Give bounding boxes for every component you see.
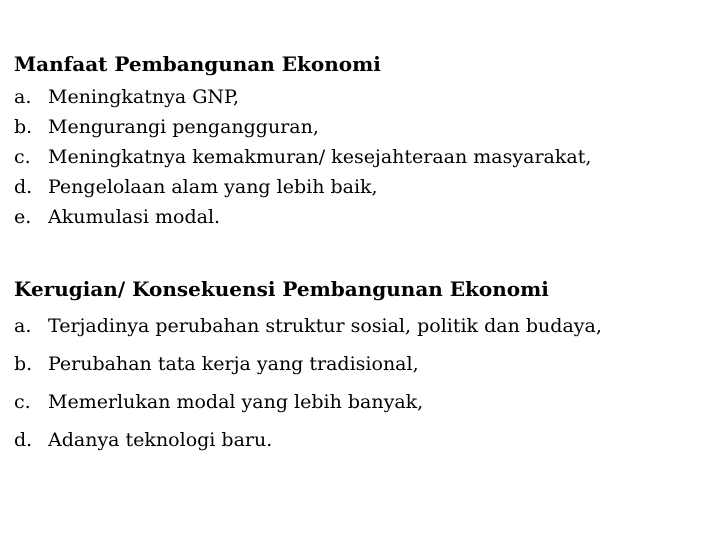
list-item <box>14 202 714 232</box>
costs-heading: Kerugian/ Konsekuensi Pembangunan Ekonomi <box>14 277 549 301</box>
list-item <box>14 82 714 112</box>
list-marker: c. <box>14 146 31 168</box>
list-item <box>14 383 714 421</box>
list-marker: d. <box>14 429 33 451</box>
list-item <box>14 307 714 345</box>
list-marker: d. <box>14 176 33 198</box>
list-item-text: Meningkatnya GNP, <box>48 86 240 108</box>
list-marker: a. <box>14 315 32 337</box>
benefits-heading: Manfaat Pembangunan Ekonomi <box>14 52 381 76</box>
list-item-text: Meningkatnya kemakmuran/ kesejahteraan masyarakat, <box>48 146 592 168</box>
benefits-list <box>14 82 714 232</box>
list-item <box>14 142 714 172</box>
list-item <box>14 172 714 202</box>
costs-list <box>14 307 714 459</box>
list-item <box>14 421 714 459</box>
list-item-text: Akumulasi modal. <box>48 206 221 228</box>
costs-section <box>14 275 714 459</box>
list-item-text: Mengurangi pengangguran, <box>48 116 319 138</box>
list-marker: e. <box>14 206 32 228</box>
benefits-section <box>14 50 714 232</box>
list-item-text: Perubahan tata kerja yang tradisional, <box>48 353 419 375</box>
list-item-text: Pengelolaan alam yang lebih baik, <box>48 176 378 198</box>
list-item <box>14 112 714 142</box>
list-item-text: Terjadinya perubahan struktur sosial, politik dan budaya, <box>48 315 602 337</box>
list-marker: c. <box>14 391 31 413</box>
list-marker: a. <box>14 86 32 108</box>
list-item-text: Adanya teknologi baru. <box>48 429 273 451</box>
list-marker: b. <box>14 116 33 138</box>
list-item <box>14 345 714 383</box>
list-item-text: Memerlukan modal yang lebih banyak, <box>48 391 424 413</box>
list-marker: b. <box>14 353 33 375</box>
